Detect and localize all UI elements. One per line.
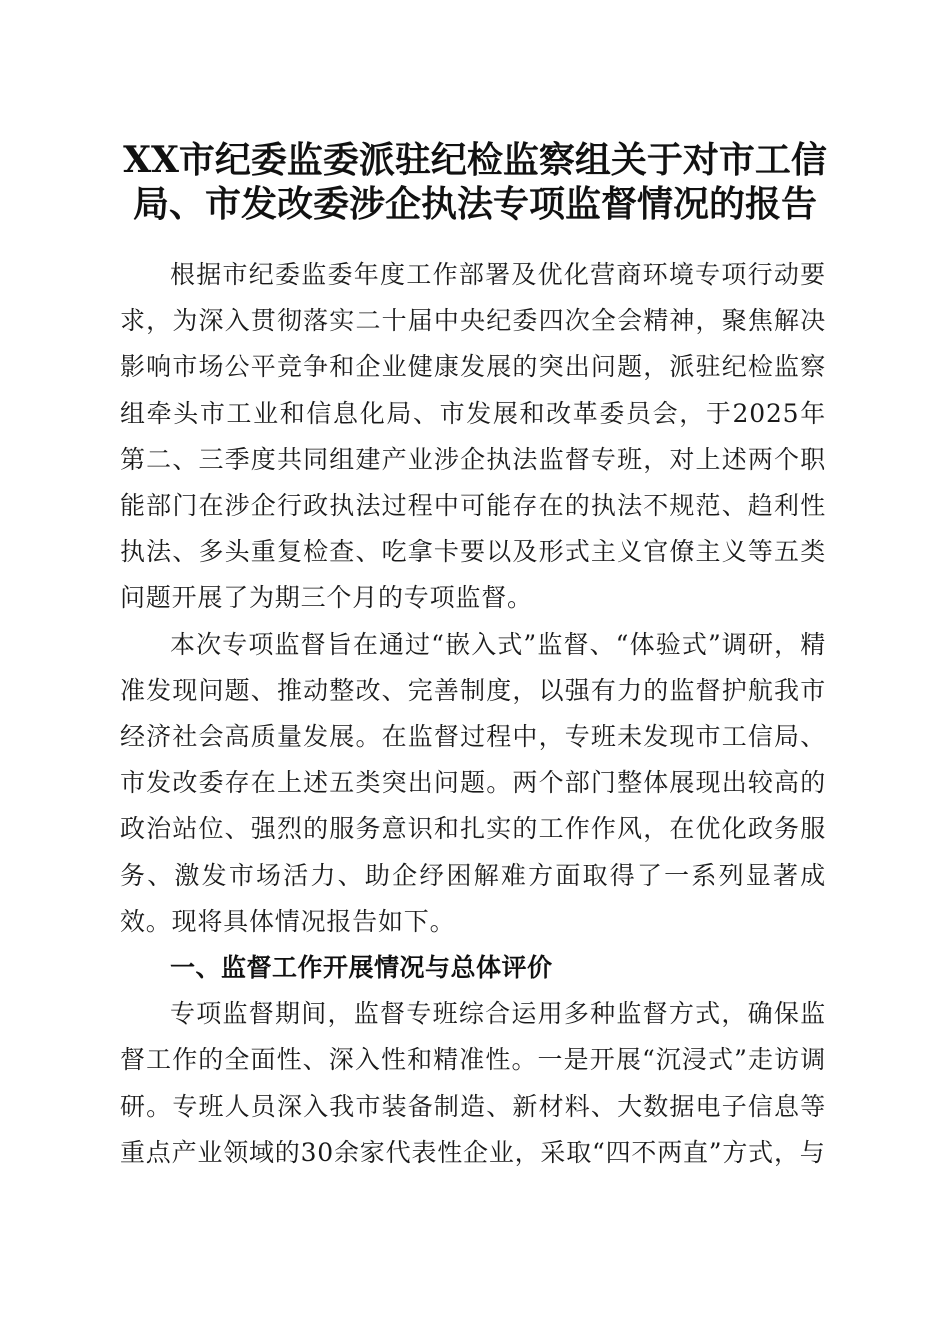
report-title: XX市纪委监委派驻纪检监察组关于对市工信局、市发改委涉企执法专项监督情况的报告 [123, 139, 827, 225]
intro-paragraph: 根据市纪委监委年度工作部署及优化营商环境专项行动要求，为深入贯彻落实二十届中央纪委四次全会精神，聚焦解决影响市场公平竞争和企业健康发展的突出问题，派驻纪检监察组牵头市工业和信息化局、市发展和改革委员会，于2025年第二、三季度共同组建产业涉企执法监督专班，对上述两个职能部门在涉企行政执法过程中可能存在的执法不规范、趋利性执法、多头重复检查、吃拿卡要以及形式主义官僚主义等五类问题开展了为期三个月的专项监督。 [120, 260, 826, 613]
section-heading: 一、监督工作开展情况与总体评价 [170, 953, 553, 983]
section-paragraph: 专项监督期间，监督专班综合运用多种监督方式，确保监督工作的全面性、深入性和精准性。一是开展“沉浸式”走访调研。专班人员深入我市装备制造、新材料、大数据电子信息等重点产业领域的30余家代表性企业，采取“四不两直”方式，与 [120, 999, 826, 1167]
report-body [120, 252, 826, 1176]
summary-paragraph: 本次专项监督旨在通过“嵌入式”监督、“体验式”调研，精准发现问题、推动整改、完善制度，以强有力的监督护航我市经济社会高质量发展。在监督过程中，专班未发现市工信局、市发改委存在上述五类突出问题。两个部门整体展现出较高的政治站位、强烈的服务意识和扎实的工作作风，在优化政务服务、激发市场活力、助企纾困解难方面取得了一系列显著成效。现将具体情况报告如下。 [120, 629, 826, 936]
